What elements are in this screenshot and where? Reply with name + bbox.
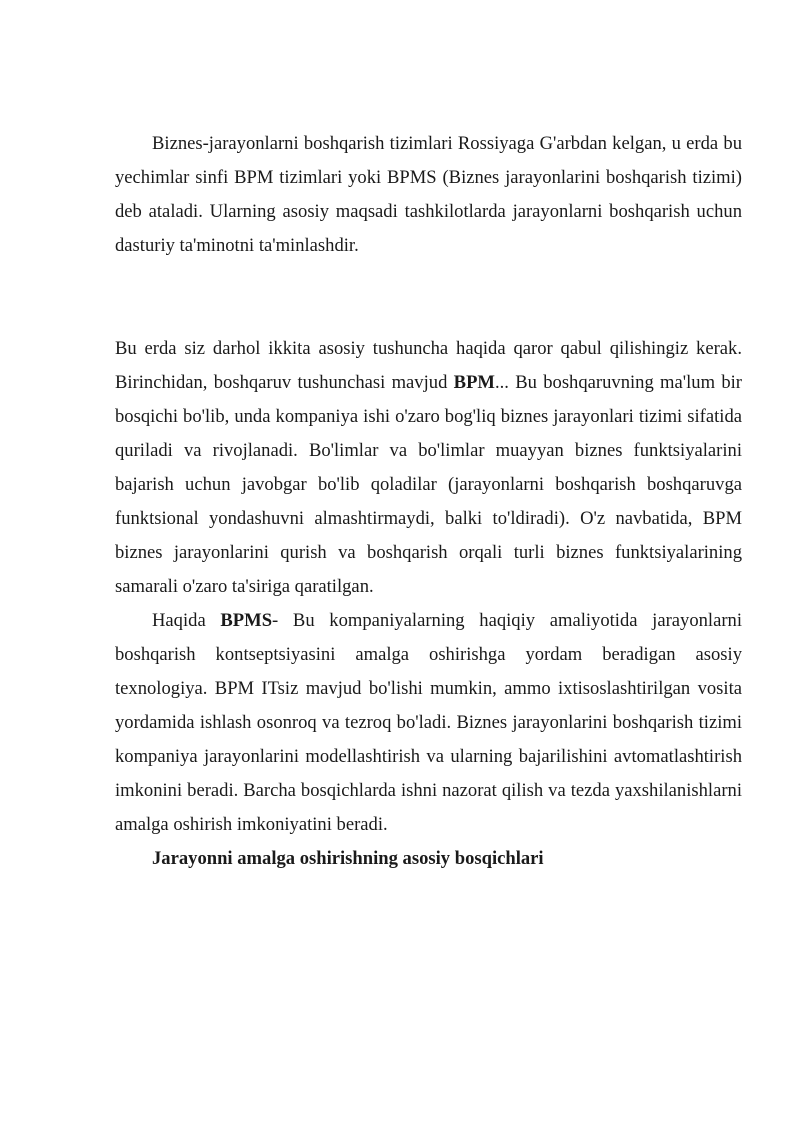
paragraph-bpms (115, 604, 742, 842)
paragraph-block-1 (115, 127, 742, 263)
paragraph-bpms-text-before: Haqida (152, 610, 221, 631)
paragraph-concepts-text-before: Bu erda siz darhol ikkita asosiy tushuncha haqida qaror qabul qilishingiz kerak. Birinchidan, boshqaruv tushunchasi mavjud (115, 338, 742, 393)
paragraph-bpms-text-after: - Bu kompaniyalarning haqiqiy amaliyotida jarayonlarni boshqarish kontseptsiyasini amalga oshirishga yordam beradigan asosiy texnologiya. BPM ITsiz mavjud bo'lishi mumkin, ammo ixtisoslashtirilgan vosita yordamida ishlash osonroq va tezroq bo'ladi. Biznes jarayonlarini boshqarish tizimi kompaniya jarayonlarini modellashtirish va ularning bajarilishini avtomatlashtirish imkonini beradi. Barcha bosqichlarda ishni nazorat qilish va tezda yaxshilanishlarni amalga oshirish imkoniyatini beradi. (115, 610, 743, 835)
paragraph-intro: Biznes-jarayonlarni boshqarish tizimlari Rossiyaga G'arbdan kelgan, u erda bu yechimlar sinfi BPM tizimlari yoki BPMS (Biznes jarayonlarini boshqarish tizimi) deb ataladi. Ularning asosiy maqsadi tashkilotlarda jarayonlarni boshqarish uchun dasturiy ta'minotni ta'minlashdir. (115, 133, 742, 256)
paragraph-concepts (115, 332, 742, 604)
paragraph-concepts-text-after: ... Bu boshqaruvning ma'lum bir bosqichi bo'lib, unda kompaniya ishi o'zaro bog'liq biznes jarayonlari tizimi sifatida quriladi va rivojlanadi. Bo'limlar va bo'limlar muayyan biznes funktsiyalarini bajarish uchun javobgar bo'lib qoladilar (jarayonlarni boshqarish boshqaruvga funktsional yondashuvni almashtirmaydi, balki to'ldiradi). O'z navbatida, BPM biznes jarayonlarini qurish va boshqarish orqali turli biznes funktsiyalarining samarali o'zaro ta'siriga qaratilgan. (115, 372, 742, 597)
paragraph-block-2 (115, 332, 742, 876)
section-heading: Jarayonni amalga oshirishning asosiy bosqichlari (152, 848, 544, 869)
bpm-term: BPM (453, 372, 495, 393)
bpms-term: BPMS (220, 610, 273, 631)
